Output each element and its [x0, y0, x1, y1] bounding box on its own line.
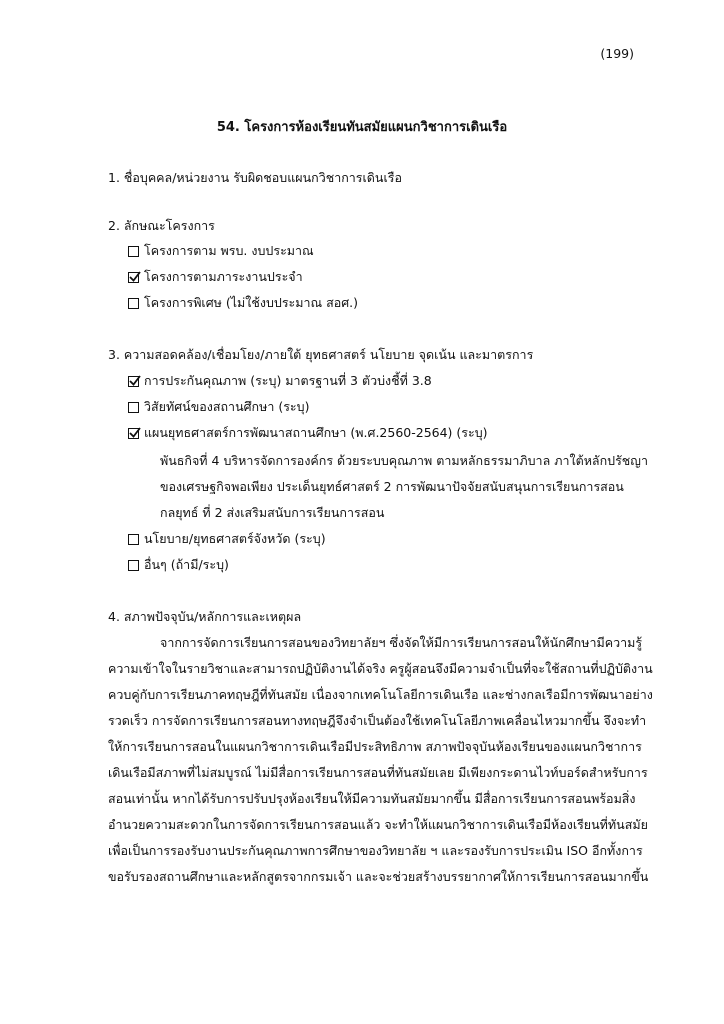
strategy-detail-line: พันธกิจที่ 4 บริหารจัดการองค์กร ด้วยระบบคุณภาพ ตามหลักธรรมาภิบาล ภาใต้หลักปรัชญา — [160, 453, 648, 468]
checkbox-label: แผนยุทธศาสตร์การพัฒนาสถานศึกษา (พ.ศ.2560-2564) (ระบุ) — [144, 425, 488, 440]
page-number: (199) — [600, 46, 634, 61]
checkbox[interactable] — [128, 246, 139, 257]
checkbox[interactable] — [128, 376, 139, 387]
section-1-label: 1. ชื่อบุคคล/หน่วยงาน รับผิดชอบแผนกวิชาการเดินเรือ — [108, 170, 402, 185]
checkbox-item — [128, 425, 488, 441]
paragraph-line: เดินเรือมีสภาพที่ไม่สมบูรณ์ ไม่มีสื่อการเรียนการสอนที่ทันสมัยเลย มีเพียงกระดานไวท์บอร์ดสำหรับการ — [108, 765, 648, 780]
paragraph-line: ขอรับรองสถานศึกษาและหลักสูตรจากกรมเจ้า และจะช่วยสร้างบรรยากาศให้การเรียนการสอนมากขึ้น — [108, 869, 649, 884]
checkbox-item — [128, 269, 303, 285]
checkbox-label: โครงการตาม พรบ. งบประมาณ — [144, 243, 314, 258]
section-2-label: 2. ลักษณะโครงการ — [108, 218, 215, 233]
checkbox[interactable] — [128, 560, 139, 571]
paragraph-line: อำนวยความสะดวกในการจัดการเรียนการสอนแล้ว จะทำให้แผนกวิชาการเดินเรือมีห้องเรียนที่ทันสมัย — [108, 817, 648, 832]
paragraph-line: จากการจัดการเรียนการสอนของวิทยาลัยฯ ซึ่งจัดให้มีการเรียนการสอนให้นักศึกษามีความรู้ — [160, 635, 643, 650]
section-4-label: 4. สภาพปัจจุบัน/หลักการและเหตุผล — [108, 609, 302, 624]
paragraph-line: เพื่อเป็นการรองรับงานประกันคุณภาพการศึกษาของวิทยาลัย ฯ และรองรับการประเมิน ISO อีกทั้งการ — [108, 843, 643, 858]
checkbox-label: การประกันคุณภาพ (ระบุ) มาตรฐานที่ 3 ตัวบ่งชี้ที่ 3.8 — [144, 373, 432, 388]
paragraph-line: ความเข้าใจในรายวิชาและสามารถปฏิบัติงานได้จริง ครูผู้สอนจึงมีความจำเป็นที่จะใช้สถานที่ปฏิบัติงาน — [108, 661, 653, 676]
checkbox[interactable] — [128, 428, 139, 439]
checkbox-label: วิสัยทัศน์ของสถานศึกษา (ระบุ) — [144, 399, 310, 414]
checkbox[interactable] — [128, 298, 139, 309]
checkbox-item — [128, 557, 229, 573]
strategy-detail-line: ของเศรษฐกิจพอเพียง ประเด็นยุทธ์ศาสตร์ 2 การพัฒนาปัจจัยสนับสนุนการเรียนการสอน — [160, 479, 624, 494]
checkbox-item — [128, 399, 309, 415]
checkbox-label: โครงการตามภาระงานประจำ — [144, 269, 303, 284]
paragraph-line: ควบคู่กับการเรียนภาคทฤษฎีที่ทันสมัย เนื่องจากเทคโนโลยีการเดินเรือ และช่างกลเรือมีการพัฒนาอย่าง — [108, 687, 653, 702]
section-3-label: 3. ความสอดคล้อง/เชื่อมโยง/ภายใต้ ยุทธศาสตร์ นโยบาย จุดเน้น และมาตรการ — [108, 347, 534, 362]
paragraph-line: ให้การเรียนการสอนในแผนกวิชาการเดินเรือมีประสิทธิภาพ สภาพปัจจุบันห้องเรียนของแผนกวิชาการ — [108, 739, 642, 754]
page-title: 54. โครงการห้องเรียนทันสมัยแผนกวิชาการเดินเรือ — [216, 120, 508, 135]
checkbox-item — [128, 531, 326, 547]
checkbox[interactable] — [128, 402, 139, 413]
checkbox[interactable] — [128, 272, 139, 283]
strategy-detail-line: กลยุทธ์ ที่ 2 ส่งเสริมสนับการเรียนการสอน — [160, 505, 385, 520]
checkbox-label: โครงการพิเศษ (ไม่ใช้งบประมาณ สอศ.) — [144, 295, 358, 310]
checkbox-label: อื่นๆ (ถ้ามี/ระบุ) — [144, 557, 229, 572]
checkbox[interactable] — [128, 534, 139, 545]
checkbox-item — [128, 373, 432, 389]
checkbox-label: นโยบาย/ยุทธศาสตร์จังหวัด (ระบุ) — [144, 531, 326, 546]
paragraph-line: สอนเท่านั้น หากได้รับการปรับปรุงห้องเรียนให้มีความทันสมัยมากขึ้น มีสื่อการเรียนการสอนพร้อมสิ่ง — [108, 791, 636, 806]
checkbox-item — [128, 243, 314, 259]
checkbox-item — [128, 295, 358, 311]
paragraph-line: รวดเร็ว การจัดการเรียนการสอนทางทฤษฎีจึงจำเป็นต้องใช้เทคโนโลยีภาพเคลื่อนไหวมากขึ้น จึงจะทำ — [108, 713, 647, 728]
